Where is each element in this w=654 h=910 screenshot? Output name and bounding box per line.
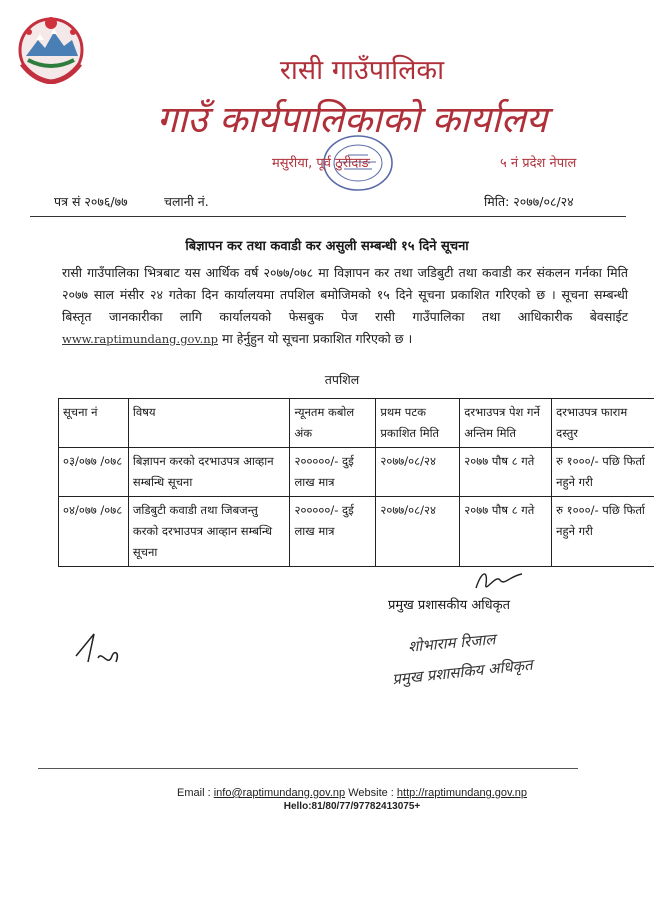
- signature-icon: [470, 566, 530, 596]
- header-cell: दरभाउपत्र पेश गर्ने अन्तिम मिति: [460, 399, 552, 448]
- header-cell: सूचना नं: [59, 399, 129, 448]
- table-cell: बिज्ञापन करको दरभाउपत्र आव्हान सम्बन्धि सूचना: [128, 448, 290, 497]
- footer-contact: [0, 787, 654, 799]
- body-closing: मा हेर्नुहुन यो सूचना प्रकाशित गरिएको छ ।: [222, 331, 413, 346]
- header-cell: न्यूनतम कबोल अंक: [290, 399, 376, 448]
- footer-website-link[interactable]: http://raptimundang.gov.np: [396, 787, 527, 799]
- stamp-officer-designation: प्रमुख प्रशासकिय अधिकृत: [391, 655, 534, 689]
- email-link[interactable]: info@raptimundang.gov.np: [213, 787, 346, 799]
- header-cell: प्रथम पटक प्रकाशित मिति: [376, 399, 460, 448]
- province-label: ५ नं प्रदेश नेपाल: [500, 156, 577, 171]
- notice-table: [58, 398, 654, 567]
- notice-subject: बिज्ञापन कर तथा कवाडी कर असुली सम्बन्धी १५ दिने सूचना: [185, 239, 469, 254]
- table-cell: जडिबुटी कवाडी तथा जिबजन्तु करको दरभाउपत्र आव्हान सम्बन्धि सूचना: [128, 497, 290, 567]
- table-cell: २०७७/०८/२४: [376, 497, 460, 567]
- table-cell: २०७७ पौष ८ गते: [460, 497, 552, 567]
- email-label: Email :: [177, 787, 211, 799]
- table-cell: २०७७ पौष ८ गते: [460, 448, 552, 497]
- office-name: गाउँ कार्यपालिकाको कार्यालय: [156, 98, 548, 141]
- table-cell: २०७७/०८/२४: [376, 448, 460, 497]
- municipality-name: रासी गाउँपालिका: [279, 55, 445, 86]
- table-cell: २०००००/- दुई लाख मात्र: [290, 497, 376, 567]
- letter-date: मिति: २०७७/०८/२४: [484, 194, 574, 209]
- table-row: [59, 497, 654, 567]
- table-cell: २०००००/- दुई लाख मात्र: [290, 448, 376, 497]
- table-cell: रु १०००/- पछि फिर्ता नहुने गरी: [552, 497, 654, 567]
- notice-body: [62, 262, 628, 350]
- table-header-row: [59, 399, 654, 448]
- dispatch-number: चलानी नं.: [164, 194, 209, 209]
- footer-divider: [38, 768, 578, 769]
- stamp-officer-name: शोभाराम रिजाल: [407, 630, 497, 656]
- officer-designation: प्रमुख प्रशासकीय अधिकृत: [388, 598, 511, 613]
- table-title: तपशिल: [324, 372, 360, 387]
- header-cell: दरभाउपत्र फाराम दस्तुर: [552, 399, 654, 448]
- table-cell: रु १०००/- पछि फिर्ता नहुने गरी: [552, 448, 654, 497]
- table-row: [59, 448, 654, 497]
- handwritten-mark-icon: [72, 628, 132, 672]
- footer-phone: Hello:81/80/77/97782413075+: [283, 801, 421, 812]
- table-cell: ०४/०७७ /०७८: [59, 497, 129, 567]
- body-paragraph: रासी गाउँपालिका भित्रबाट यस आर्थिक वर्ष २०७७/०७८ मा विज्ञापन कर तथा जडिबुटी तथा कवाडी कर संकलन गर्नका मिति २०७७ साल मंसीर २४ गतेका दिन कार्यालयमा तपशिल बमोजिमको १५ दिने सूचना प्रकाशित गरिएको छ । सूचना सम्बन्धी बिस्तृत जानकारीका लागि कार्यालयको फेसबुक पेज रासी गाउँपालिका तथा आधिकारीक बेवसाईट: [62, 265, 628, 324]
- header-cell: विषय: [128, 399, 290, 448]
- letter-number: पत्र सं २०७६/७७: [54, 194, 128, 209]
- table-cell: ०३/०७७ /०७८: [59, 448, 129, 497]
- website-label: Website :: [348, 787, 394, 799]
- website-link[interactable]: www.raptimundang.gov.np: [62, 332, 219, 346]
- office-address: मसुरीया, पूर्व ठुरीदाङ: [272, 156, 370, 171]
- header-divider: [30, 216, 626, 217]
